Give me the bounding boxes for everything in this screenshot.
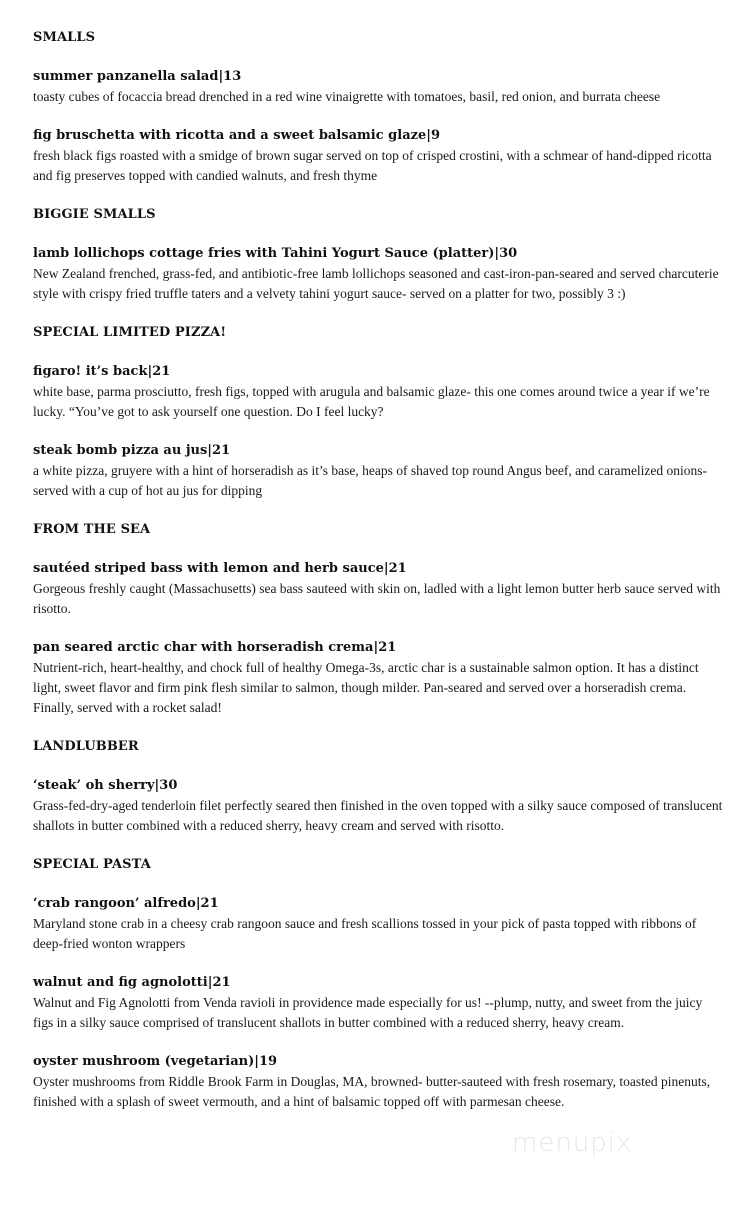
menu-item (33, 638, 723, 718)
item-name: oyster mushroom (vegetarian)|19 (33, 1054, 278, 1069)
section-title: SPECIAL PASTA (33, 857, 151, 872)
item-description: white base, parma prosciutto, fresh figs, topped with arugula and balsamic glaze- this one comes around twice a year if we’re lucky. “You’ve got to ask yourself one question. Do I feel lucky? (33, 384, 710, 419)
section-title: FROM THE SEA (33, 522, 151, 537)
section-special-pasta (33, 855, 723, 1112)
section-biggie-smalls (33, 205, 723, 304)
section-title: LANDLUBBER (33, 739, 139, 754)
item-name: ‘steak’ oh sherry|30 (33, 778, 178, 793)
item-name: fig bruschetta with ricotta and a sweet balsamic glaze|9 (33, 128, 441, 143)
item-description: Gorgeous freshly caught (Massachusetts) sea bass sauteed with skin on, ladled with a light lemon butter herb sauce served with risotto. (33, 581, 721, 616)
menu-item (33, 776, 723, 836)
item-description: toasty cubes of focaccia bread drenched in a red wine vinaigrette with tomatoes, basil, red onion, and burrata cheese (33, 89, 661, 104)
menu-document (33, 28, 723, 1131)
section-special-limited-pizza (33, 323, 723, 501)
item-name: lamb lollichops cottage fries with Tahini Yogurt Sauce (platter)|30 (33, 246, 518, 261)
item-description: Grass-fed-dry-aged tenderloin filet perfectly seared then finished in the oven topped with a silky sauce composed of translucent shallots in butter combined with a reduced sherry, heavy cream and served with risotto. (33, 798, 723, 833)
item-description: Walnut and Fig Agnolotti from Venda ravioli in providence made especially for us! --plump, nutty, and sweet from the juicy figs in a silky sauce comprised of translucent shallots in butter combined with a reduced sherry, heavy cream. (33, 995, 703, 1030)
menu-item (33, 1052, 723, 1112)
section-title: SPECIAL LIMITED PIZZA! (33, 325, 227, 340)
item-name: figaro! it’s back|21 (33, 364, 171, 379)
item-description: Nutrient-rich, heart-healthy, and chock full of healthy Omega-3s, arctic char is a sustainable salmon option. It has a distinct light, sweet flavor and firm pink flesh similar to salmon, though milder. Pan-seared and served over a horseradish crema. Finally, served with a rocket salad! (33, 660, 699, 715)
section-smalls (33, 28, 723, 186)
item-name: summer panzanella salad|13 (33, 69, 242, 84)
item-description: Maryland stone crab in a cheesy crab rangoon sauce and fresh scallions tossed in your pick of pasta topped with ribbons of deep-fried wonton wrappers (33, 916, 697, 951)
menu-item (33, 362, 723, 422)
section-title: SMALLS (33, 30, 96, 45)
menu-item (33, 441, 723, 501)
menu-item (33, 126, 723, 186)
menu-item (33, 67, 723, 107)
watermark-logo: menupix (512, 1128, 633, 1158)
item-description: fresh black figs roasted with a smidge of brown sugar served on top of crisped crostini, with a schmear of hand-dipped ricotta and fig preserves topped with candied walnuts, and fresh thyme (33, 148, 712, 183)
item-name: sautéed striped bass with lemon and herb sauce|21 (33, 561, 407, 576)
item-description: Oyster mushrooms from Riddle Brook Farm in Douglas, MA, browned- butter-sauteed with fresh rosemary, toasted pinenuts, finished with a splash of sweet vermouth, and a hint of balsamic topped off with parmesan cheese. (33, 1074, 711, 1109)
item-name: ‘crab rangoon’ alfredo|21 (33, 896, 219, 911)
section-from-the-sea (33, 520, 723, 718)
item-name: pan seared arctic char with horseradish crema|21 (33, 640, 397, 655)
item-name: steak bomb pizza au jus|21 (33, 443, 231, 458)
menu-item (33, 894, 723, 954)
menu-item (33, 244, 723, 304)
section-landlubber (33, 737, 723, 836)
section-title: BIGGIE SMALLS (33, 207, 156, 222)
item-description: a white pizza, gruyere with a hint of horseradish as it’s base, heaps of shaved top round Angus beef, and caramelized onions- served with a cup of hot au jus for dipping (33, 463, 708, 498)
menu-item (33, 973, 723, 1033)
item-name: walnut and fig agnolotti|21 (33, 975, 231, 990)
item-description: New Zealand frenched, grass-fed, and antibiotic-free lamb lollichops seasoned and cast-iron-pan-seared and served charcuterie style with crispy fried truffle taters and a velvety tahini yogurt sauce- served on a platter for two, possibly 3 :) (33, 266, 719, 301)
menu-item (33, 559, 723, 619)
